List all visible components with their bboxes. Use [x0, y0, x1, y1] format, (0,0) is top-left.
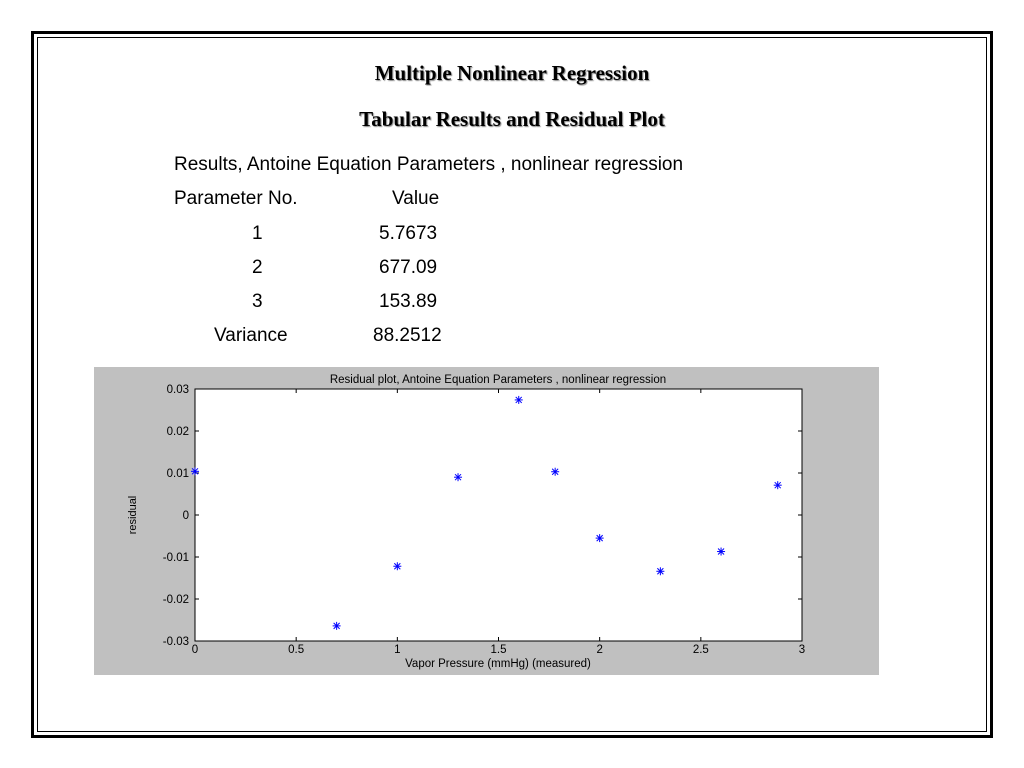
value-2: 677.09: [379, 257, 438, 278]
x-axis-label: Vapor Pressure (mmHg) (measured): [405, 658, 591, 670]
y-tick-label: -0.01: [162, 552, 189, 564]
y-tick-label: 0.03: [166, 384, 189, 396]
variance-value: 88.2512: [373, 325, 442, 346]
data-point: [393, 562, 401, 570]
data-point: [333, 622, 341, 630]
y-tick-label: -0.02: [162, 594, 189, 606]
x-tick-label: 0: [191, 644, 199, 656]
y-tick-label: 0.01: [166, 468, 189, 480]
y-tick-label: 0.02: [166, 426, 189, 438]
x-tick-label: 0.5: [288, 644, 305, 656]
results-heading: Results, Antoine Equation Parameters , nonlinear regression: [174, 154, 684, 175]
data-point: [551, 468, 559, 476]
x-tick-label: 1: [394, 644, 401, 656]
variance-label: Variance: [214, 325, 288, 346]
slide-title: Multiple Nonlinear Regression: [374, 61, 650, 85]
data-point: [454, 473, 462, 481]
chart-title: Residual plot, Antoine Equation Parameters , nonlinear regression: [329, 374, 667, 386]
col-header-value: Value: [392, 188, 440, 209]
data-point: [774, 481, 782, 489]
y-tick-label: -0.03: [162, 636, 189, 648]
residual-chart: [94, 367, 879, 675]
col-header-parameter: Parameter No.: [174, 188, 298, 209]
data-point: [596, 534, 604, 542]
value-1: 5.7673: [379, 223, 438, 244]
param-2: 2: [252, 257, 263, 278]
y-axis-label: residual: [127, 495, 139, 535]
param-3: 3: [252, 291, 263, 312]
param-1: 1: [252, 223, 263, 244]
data-point: [656, 567, 664, 575]
x-tick-label: 3: [798, 644, 806, 656]
data-point: [717, 548, 725, 556]
plot-area: [195, 389, 802, 641]
data-point: [191, 467, 199, 475]
plot-panel: [94, 367, 879, 675]
x-tick-label: 1.5: [490, 644, 507, 656]
y-tick-label: 0: [182, 510, 189, 522]
data-point: [515, 396, 523, 404]
x-tick-label: 2: [596, 644, 603, 656]
x-tick-label: 2.5: [692, 644, 709, 656]
slide-subtitle: Tabular Results and Residual Plot: [359, 107, 665, 131]
value-3: 153.89: [379, 291, 438, 312]
